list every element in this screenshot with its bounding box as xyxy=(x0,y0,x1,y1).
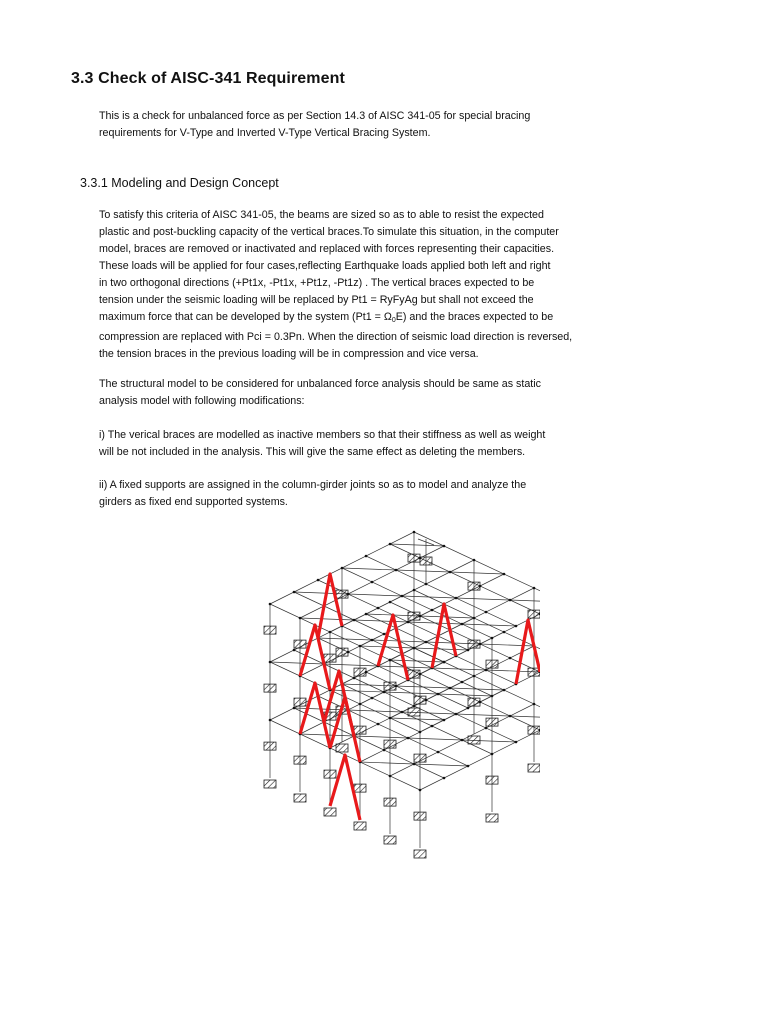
support-symbol xyxy=(324,808,336,816)
support-symbol xyxy=(354,822,366,830)
support-symbol xyxy=(294,640,306,648)
node-dot xyxy=(431,609,434,612)
node-dot xyxy=(509,657,512,660)
text-line xyxy=(99,309,619,329)
node-dot xyxy=(359,645,362,648)
node-dot xyxy=(293,591,296,594)
node-dot xyxy=(401,711,404,714)
frame-member xyxy=(384,692,438,694)
frame-member xyxy=(300,618,354,620)
node-dot xyxy=(293,649,296,652)
text-line: girders as fixed end supported systems. xyxy=(99,496,288,508)
text-line: This is a check for unbalanced force as per Section 14.3 of AISC 341-05 for special bracing xyxy=(99,110,531,122)
support-symbol xyxy=(324,770,336,778)
frame-member xyxy=(480,644,534,646)
frame-member xyxy=(510,600,540,602)
node-dot xyxy=(491,695,494,698)
node-dot xyxy=(365,613,368,616)
node-dot xyxy=(437,693,440,696)
node-dot xyxy=(479,701,482,704)
node-dot xyxy=(341,567,344,570)
support-symbol xyxy=(384,836,396,844)
support-symbol xyxy=(264,742,276,750)
frame-member xyxy=(348,594,402,596)
modification-1-paragraph xyxy=(99,427,619,461)
text-line: To satisfy this criteria of AISC 341-05, the beams are sized so as to able to resist the expected xyxy=(99,209,544,221)
support-symbol xyxy=(294,794,306,802)
node-dot xyxy=(413,705,416,708)
frame-member xyxy=(414,532,540,602)
support-symbol xyxy=(528,726,540,734)
node-dot xyxy=(413,589,416,592)
support-symbol xyxy=(408,670,420,678)
node-dot xyxy=(491,753,494,756)
support-symbol xyxy=(468,582,480,590)
text-line: the tension braces in the previous loading will be in compression and vice versa. xyxy=(99,348,479,360)
frame-member xyxy=(354,620,408,622)
node-dot xyxy=(413,647,416,650)
node-dot xyxy=(425,583,428,586)
text-line: compression are replaced with Pci = 0.3Pn. When the direction of seismic load direction is reversed, xyxy=(99,331,573,343)
node-dot xyxy=(389,659,392,662)
concept-paragraph xyxy=(99,207,619,363)
intro-paragraph xyxy=(99,108,619,142)
frame-member xyxy=(408,738,462,740)
support-symbol xyxy=(486,776,498,784)
node-dot xyxy=(467,765,470,768)
frame-member xyxy=(360,646,414,648)
node-dot xyxy=(377,607,380,610)
support-symbol xyxy=(414,696,426,704)
node-dot xyxy=(443,545,446,548)
support-symbol xyxy=(354,668,366,676)
node-dot xyxy=(419,615,422,618)
node-dot xyxy=(413,531,416,534)
support-symbol xyxy=(528,610,540,618)
node-dot xyxy=(389,717,392,720)
frame-lines xyxy=(270,532,540,848)
text-line: will be not included in the analysis. This will give the same effect as deleting the members. xyxy=(99,446,526,458)
node-dot xyxy=(485,611,488,614)
node-dot xyxy=(389,601,392,604)
frame-member xyxy=(450,572,504,574)
node-dot xyxy=(407,621,410,624)
node-dot xyxy=(491,637,494,640)
model-paragraph xyxy=(99,376,619,410)
text-line: model, braces are removed or inactivated and replaced with forces representing their capacities. xyxy=(99,243,555,255)
subsection-heading: 3.3.1 Modeling and Design Concept xyxy=(80,176,279,190)
frame-member xyxy=(396,570,450,572)
support-symbol xyxy=(414,754,426,762)
text-line: plastic and post-buckling capacity of the vertical braces.To simulate this situation, in the computer xyxy=(99,226,559,238)
node-dot xyxy=(347,593,350,596)
text-line: These loads will be applied for four cases,reflecting Earthquake loads applied both left and right xyxy=(99,260,551,272)
node-dot xyxy=(455,597,458,600)
node-dot xyxy=(485,669,488,672)
node-dot xyxy=(515,625,518,628)
node-dot xyxy=(449,571,452,574)
text-line: i) The verical braces are modelled as inactive members so that their stiffness as well as weight xyxy=(99,429,546,441)
frame-member xyxy=(270,662,324,664)
frame-member xyxy=(456,598,510,600)
node-dot xyxy=(353,677,356,680)
node-dot xyxy=(389,775,392,778)
node-dot xyxy=(383,691,386,694)
node-dot xyxy=(317,579,320,582)
node-dot xyxy=(473,675,476,678)
support-symbol xyxy=(294,698,306,706)
node-dot xyxy=(443,777,446,780)
node-dot xyxy=(269,661,272,664)
node-dot xyxy=(467,707,470,710)
node-dot xyxy=(383,633,386,636)
text-line: analysis model with following modifications: xyxy=(99,395,305,407)
node-dot xyxy=(329,631,332,634)
frame-member xyxy=(402,596,456,598)
frame-member xyxy=(408,622,462,624)
frame-member xyxy=(462,624,516,626)
node-dot xyxy=(293,707,296,710)
support-symbol xyxy=(486,814,498,822)
node-dot xyxy=(461,739,464,742)
modification-2-paragraph xyxy=(99,477,619,511)
node-dot xyxy=(383,749,386,752)
frame-member xyxy=(330,690,384,692)
text-line: in two orthogonal directions (+Pt1x, -Pt1x, +Pt1z, -Pt1z) . The vertical braces expected to be xyxy=(99,277,535,289)
node-dot xyxy=(371,581,374,584)
frame-member xyxy=(390,544,444,546)
support-symbol xyxy=(408,612,420,620)
frame-member xyxy=(456,714,510,716)
node-dot xyxy=(377,723,380,726)
support-symbol xyxy=(294,756,306,764)
support-symbol xyxy=(264,780,276,788)
node-dot xyxy=(419,789,422,792)
subscript: 0 xyxy=(391,317,396,324)
support-symbol xyxy=(468,640,480,648)
node-dot xyxy=(395,685,398,688)
node-dot xyxy=(503,573,506,576)
node-dot xyxy=(503,631,506,634)
support-symbol xyxy=(336,648,348,656)
node-dot xyxy=(479,643,482,646)
node-dot xyxy=(419,557,422,560)
node-dot xyxy=(419,731,422,734)
support-symbol xyxy=(528,764,540,772)
node-dot xyxy=(359,703,362,706)
node-dot xyxy=(395,569,398,572)
node-dot xyxy=(443,661,446,664)
node-dot xyxy=(389,543,392,546)
node-dot xyxy=(503,689,506,692)
node-dot xyxy=(269,719,272,722)
support-symbol xyxy=(264,684,276,692)
node-dot xyxy=(515,741,518,744)
frame-member xyxy=(342,568,492,638)
frame-member xyxy=(342,568,396,570)
frame-member xyxy=(342,626,492,696)
node-dot xyxy=(365,671,368,674)
node-dot xyxy=(407,737,410,740)
frame-member xyxy=(324,664,378,666)
node-dot xyxy=(509,715,512,718)
support-symbol xyxy=(336,590,348,598)
node-dot xyxy=(449,687,452,690)
support-symbol xyxy=(354,784,366,792)
support-symbol xyxy=(420,557,432,565)
frame-member xyxy=(354,736,408,738)
node-dot xyxy=(401,595,404,598)
text-line: requirements for V-Type and Inverted V-Type Vertical Bracing System. xyxy=(99,127,431,139)
support-symbol xyxy=(384,740,396,748)
support-symbol xyxy=(354,726,366,734)
frame-member xyxy=(390,718,444,720)
frame-member xyxy=(510,716,540,718)
support-symbol xyxy=(486,660,498,668)
node-dot xyxy=(443,719,446,722)
support-symbol xyxy=(408,708,420,716)
node-dot xyxy=(461,623,464,626)
support-symbol xyxy=(408,554,420,562)
support-symbol xyxy=(336,744,348,752)
node-dot xyxy=(461,681,464,684)
node-dot xyxy=(425,699,428,702)
frame-member xyxy=(360,762,414,764)
node-dot xyxy=(473,559,476,562)
node-dot xyxy=(413,763,416,766)
support-symbol xyxy=(414,812,426,820)
text-line: tension under the seismic loading will be replaced by Pt1 = RyFyAg but shall not exceed the xyxy=(99,294,534,306)
structural-model-figure xyxy=(140,508,540,938)
node-dot xyxy=(533,587,536,590)
frame-member xyxy=(414,764,468,766)
text-fragment: maximum force that can be developed by the system (Pt1 = Ω xyxy=(99,311,392,323)
node-dot xyxy=(365,555,368,558)
support-symbol xyxy=(384,682,396,690)
text-fragment: E) and the braces expected to be xyxy=(395,311,554,323)
frame-member xyxy=(294,708,444,778)
node-dot xyxy=(371,639,374,642)
support-symbol xyxy=(324,654,336,662)
node-dot xyxy=(485,727,488,730)
support-symbol xyxy=(468,698,480,706)
support-symbol xyxy=(486,718,498,726)
frame-member xyxy=(438,694,492,696)
node-dot xyxy=(533,703,536,706)
support-symbol xyxy=(384,798,396,806)
support-symbol xyxy=(414,850,426,858)
node-dot xyxy=(299,617,302,620)
node-dot xyxy=(353,619,356,622)
frame-member xyxy=(414,648,468,650)
node-dot xyxy=(371,697,374,700)
frame-member xyxy=(432,668,486,670)
node-dot xyxy=(419,673,422,676)
node-dot xyxy=(425,641,428,644)
node-dot xyxy=(473,617,476,620)
node-dot xyxy=(479,585,482,588)
support-symbol xyxy=(468,736,480,744)
text-line: ii) A fixed supports are assigned in the column-girder joints so as to model and analyze the xyxy=(99,479,527,491)
support-symbol xyxy=(264,626,276,634)
node-dot xyxy=(347,651,350,654)
node-dot xyxy=(431,725,434,728)
node-dot xyxy=(509,599,512,602)
section-heading: 3.3 Check of AISC-341 Requirement xyxy=(71,70,345,87)
node-dot xyxy=(437,751,440,754)
text-line: The structural model to be considered for unbalanced force analysis should be same as static xyxy=(99,378,541,390)
node-dot xyxy=(269,603,272,606)
node-dot xyxy=(467,649,470,652)
node-dot xyxy=(455,713,458,716)
